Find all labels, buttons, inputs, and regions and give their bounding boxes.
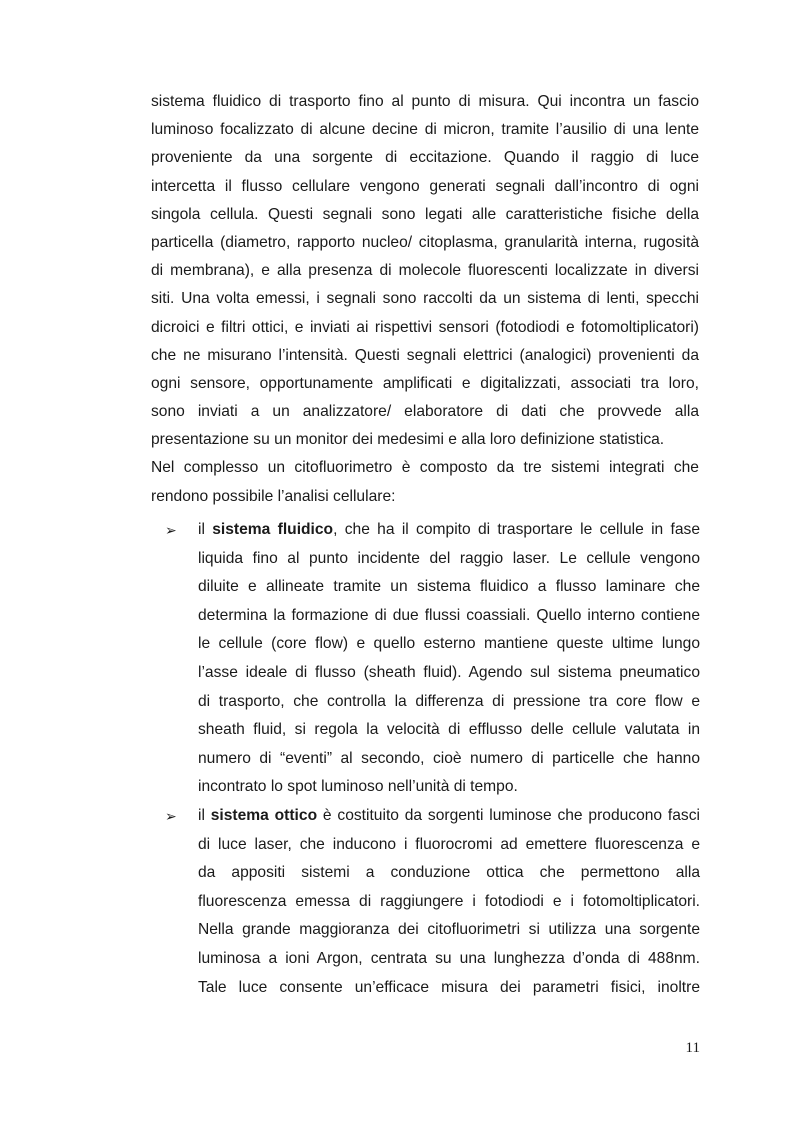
text-line: sistema fluidico di trasporto fino al punto di misura. Qui incontra un fascio <box>151 93 699 110</box>
text-line: proveniente da una sorgente di eccitazione. Quando il raggio di luce <box>151 149 699 167</box>
text-line: fluorescenza emessa di raggiungere i fotodiodi e i fotomoltiplicatori. <box>198 892 700 910</box>
text-line: le cellule (core flow) e quello esterno mantiene queste ultime lungo <box>198 635 700 653</box>
text-line: da appositi sistemi a conduzione ottica che permettono alla <box>198 864 700 882</box>
list-item-first-line: il sistema fluidico, che ha il compito di trasportare le cellule in fase <box>198 521 700 538</box>
text-line: luminosa a ioni Argon, centrata su una lunghezza d’onda di 488nm. <box>198 949 700 967</box>
text-line: liquida fino al punto incidente del raggio laser. Le cellule vengono <box>198 549 700 567</box>
text-line: sono inviati a un analizzatore/ elaboratore di dati che provvede alla <box>151 403 699 421</box>
text-line: singola cellula. Questi segnali sono legati alle caratteristiche fisiche della <box>151 205 699 223</box>
text-line: incontrato lo spot luminoso nell’unità di tempo. <box>198 778 518 796</box>
list-item-fluidic-system <box>165 516 700 802</box>
bold-term: sistema ottico <box>210 806 318 824</box>
text-line: Nel complesso un citofluorimetro è composto da tre sistemi integrati che <box>151 459 699 477</box>
text-line: l’asse ideale di flusso (sheath fluid). Agendo sul sistema pneumatico <box>198 663 700 681</box>
list-item-optical-system <box>165 802 700 1002</box>
text-line: intercetta il flusso cellulare vengono generati segnali dall’incontro di ogni <box>151 177 699 195</box>
component-list <box>165 516 700 1002</box>
text-line: di membrana), e alla presenza di molecole fluorescenti localizzate in diversi <box>151 262 699 280</box>
arrow-bullet-icon: ➢ <box>165 807 177 824</box>
text-line: rendono possibile l’analisi cellulare: <box>151 487 396 505</box>
list-item-first-line: il sistema ottico è costituito da sorgenti luminose che producono fasci <box>198 806 700 824</box>
text-line: che ne misurano l’intensità. Questi segnali elettrici (analogici) provenienti da <box>151 346 699 364</box>
text-line: numero di “eventi” al secondo, cioè numero di particelle che hanno <box>198 749 700 767</box>
text-line: Nella grande maggioranza dei citofluorimetri si utilizza una sorgente <box>198 921 700 939</box>
bold-term: sistema fluidico <box>212 521 334 538</box>
text-line: diluite e allineate tramite un sistema fluidico a flusso laminare che <box>198 578 700 596</box>
text-line: ogni sensore, opportunamente amplificati e digitalizzati, associati tra loro, <box>151 374 699 392</box>
text-line: determina la formazione di due flussi coassiali. Quello interno contiene <box>198 606 700 624</box>
text-line: siti. Una volta emessi, i segnali sono raccolti da un sistema di lenti, specchi <box>151 290 699 308</box>
text-line: dicroici e filtri ottici, e inviati ai rispettivi sensori (fotodiodi e fotomoltiplicatori) <box>151 318 699 336</box>
text-line: sheath fluid, si regola la velocità di efflusso delle cellule valutata in <box>198 721 700 739</box>
text-line: presentazione su un monitor dei medesimi e alla loro definizione statistica. <box>151 431 665 449</box>
body-paragraphs <box>151 88 699 511</box>
text-line: particella (diametro, rapporto nucleo/ citoplasma, granularità interna, rugosità <box>151 233 699 251</box>
text-line: Tale luce consente un’efficace misura dei parametri fisici, inoltre <box>198 978 700 996</box>
text-line: luminoso focalizzato di alcune decine di micron, tramite l’ausilio di una lente <box>151 121 699 139</box>
page-number: 11 <box>685 1040 700 1056</box>
text-line: di luce laser, che inducono i fluorocromi ad emettere fluorescenza e <box>198 835 700 853</box>
arrow-bullet-icon: ➢ <box>165 522 177 538</box>
text-line: di trasporto, che controlla la differenza di pressione tra core flow e <box>198 692 700 710</box>
